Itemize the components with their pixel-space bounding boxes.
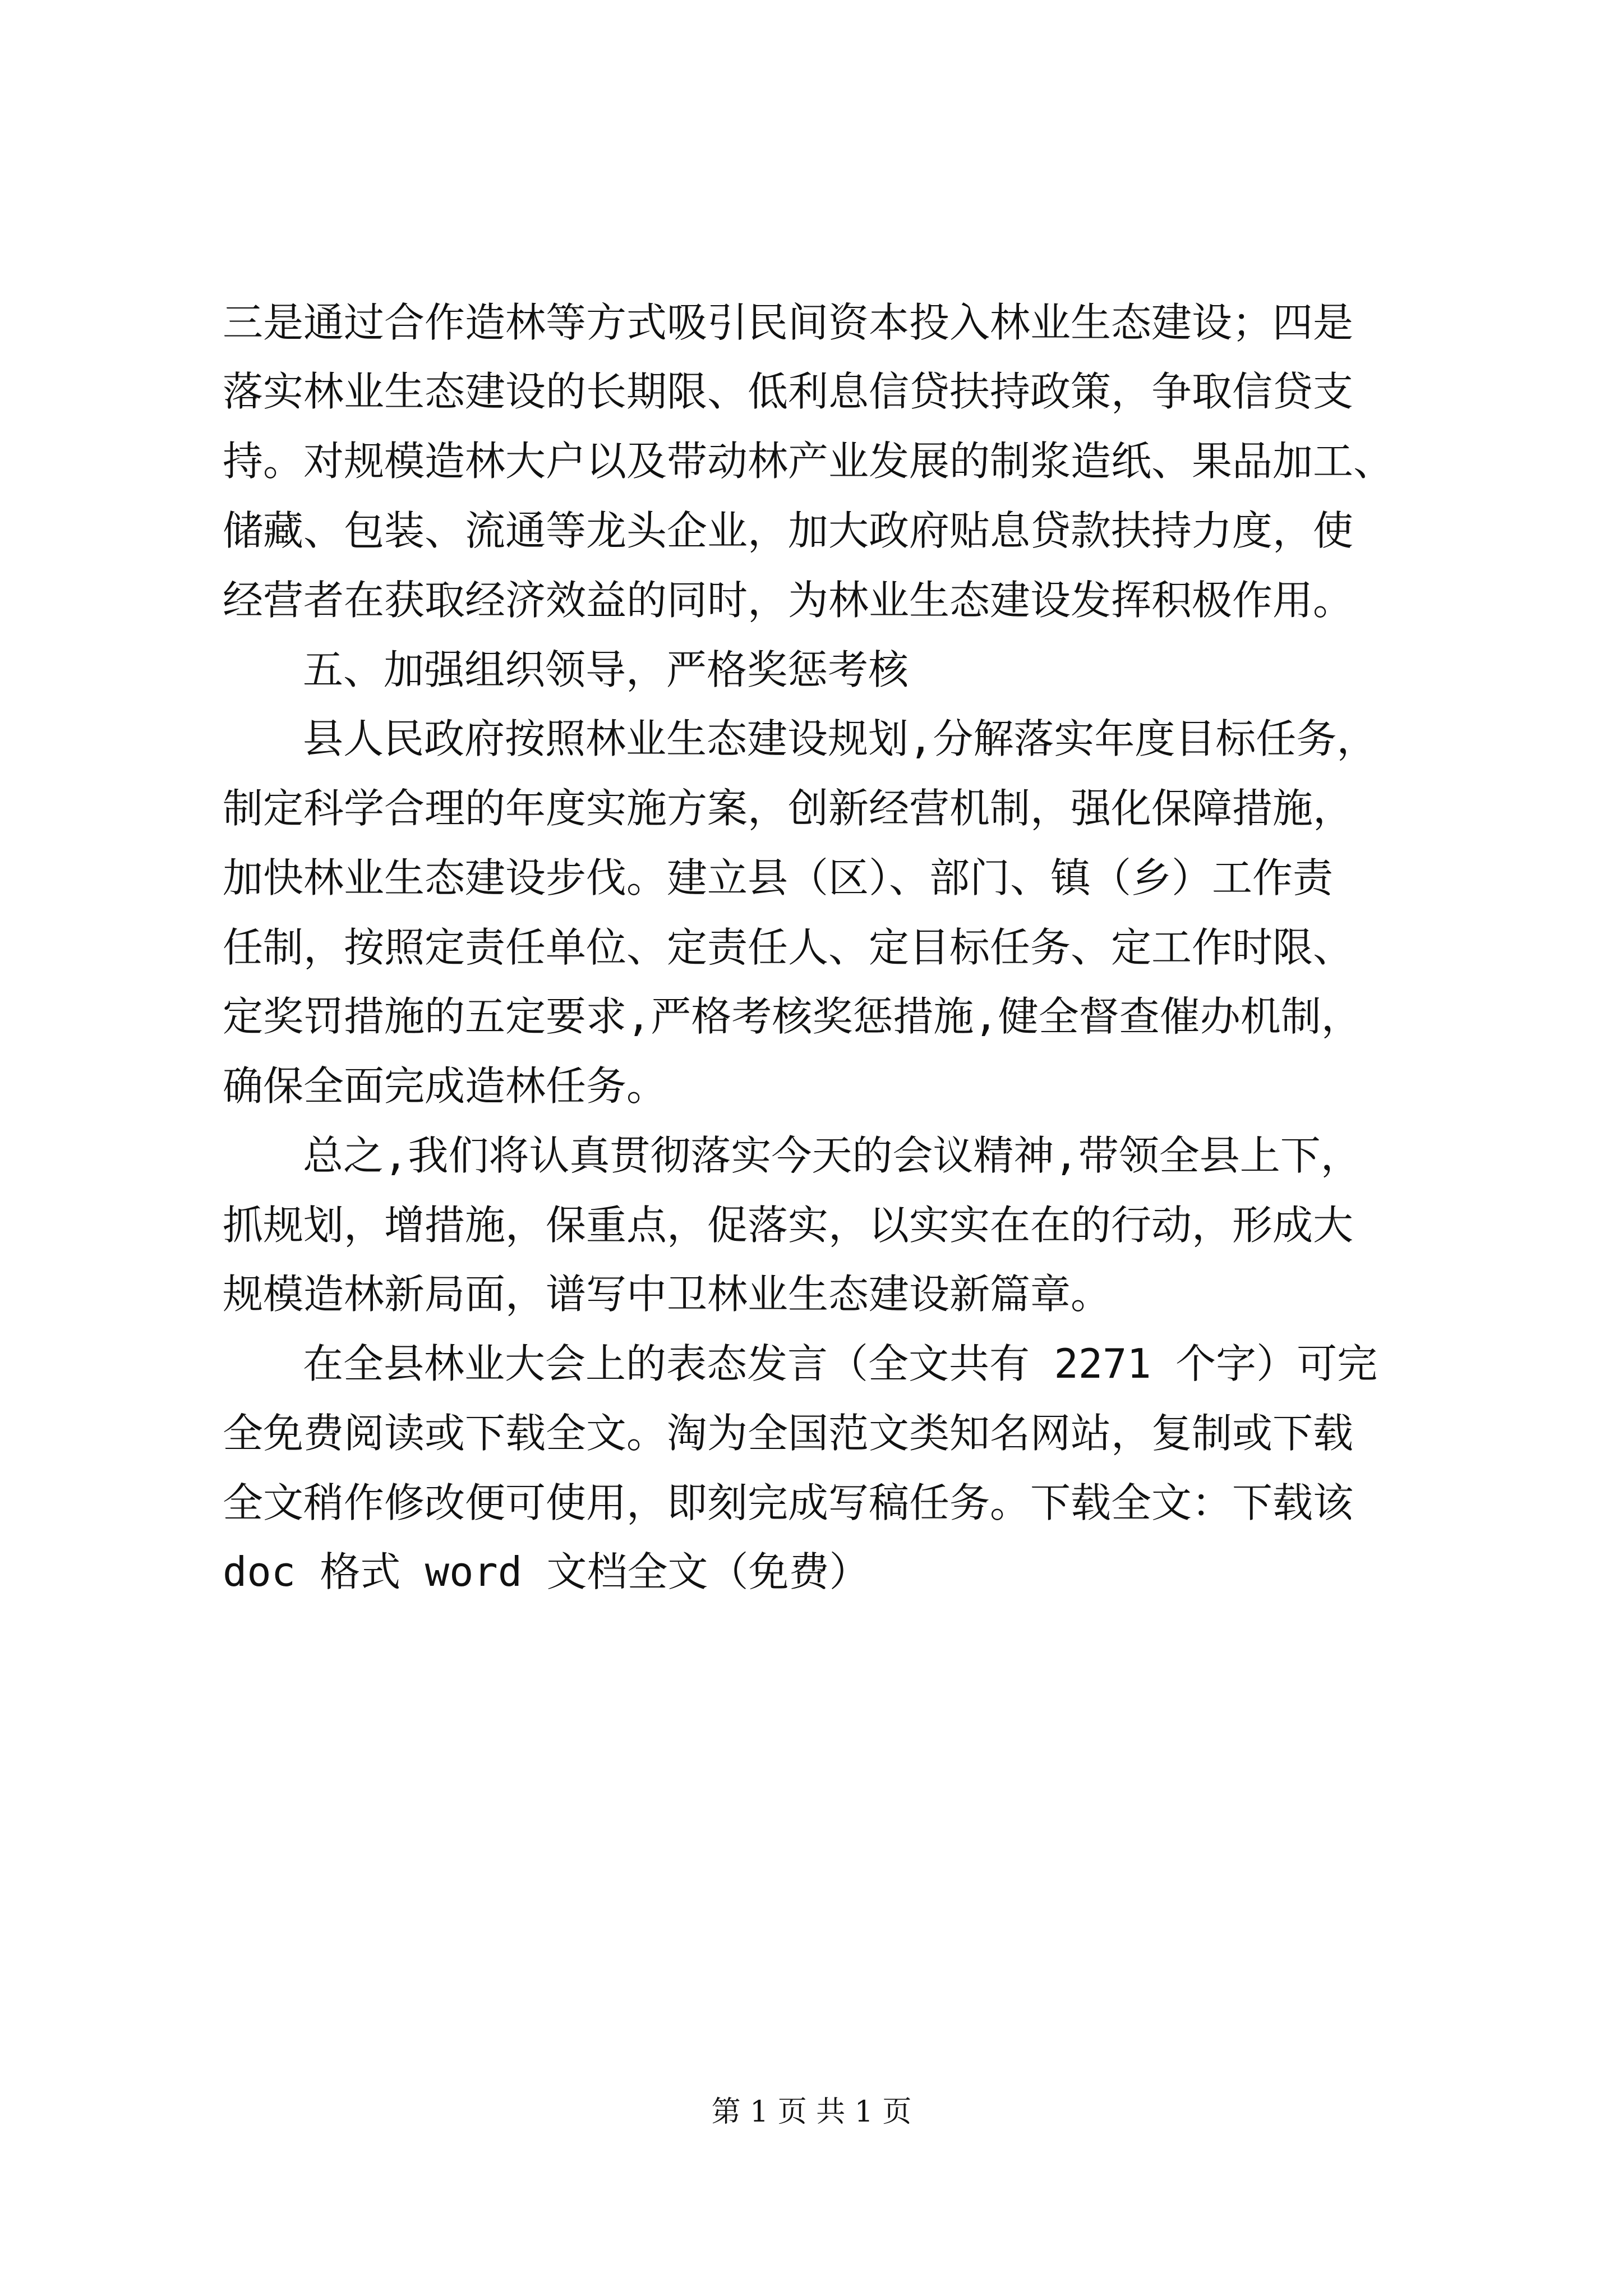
- paragraph-line: 制定科学合理的年度实施方案，创新经营机制，强化保障措施，: [223, 785, 1354, 832]
- paragraph-line: 规模造林新局面，谱写中卫林业生态建设新篇章。: [223, 1271, 1112, 1318]
- paragraph-line: 持。对规模造林大户以及带动林产业发展的制浆造纸、果品加工、: [223, 438, 1394, 485]
- paragraph-line: 全文稍作修改便可使用，即刻完成写稿任务。下载全文：下载该: [223, 1479, 1354, 1526]
- paragraph-line: 县人民政府按照林业生态建设规划,分解落实年度目标任务，: [303, 715, 1377, 762]
- paragraph-line: 抓规划，增措施，保重点，促落实，以实实在在的行动，形成大: [223, 1202, 1354, 1249]
- paragraph-line: 全免费阅读或下载全文。淘为全国范文类知名网站，复制或下载: [223, 1410, 1354, 1457]
- paragraph-line: 定奖罚措施的五定要求,严格考核奖惩措施,健全督查催办机制，: [223, 993, 1362, 1040]
- paragraph-line: doc 格式 word 文档全文（免费）: [223, 1548, 870, 1595]
- paragraph-line: 储藏、包装、流通等龙头企业，加大政府贴息贷款扶持力度，使: [223, 507, 1354, 554]
- paragraph-line: 总之,我们将认真贯彻落实今天的会议精神,带领全县上下，: [303, 1132, 1361, 1179]
- page-number-footer: 第 1 页 共 1 页: [711, 2095, 912, 2129]
- paragraph-line: 落实林业生态建设的长期限、低利息信贷扶持政策，争取信贷支: [223, 368, 1354, 415]
- paragraph-line: 三是通过合作造林等方式吸引民间资本投入林业生态建设；四是: [223, 299, 1354, 346]
- section-heading: 五、加强组织领导，严格奖惩考核: [303, 646, 909, 693]
- paragraph-line: 任制，按照定责任单位、定责任人、定目标任务、定工作时限、: [223, 924, 1354, 971]
- paragraph-line: 加快林业生态建设步伐。建立县（区）、部门、镇（乡）工作责: [223, 854, 1334, 901]
- paragraph-line: 确保全面完成造林任务。: [223, 1062, 667, 1110]
- paragraph-line: 经营者在获取经济效益的同时，为林业生态建设发挥积极作用。: [223, 577, 1354, 624]
- paragraph-line: 在全县林业大会上的表态发言（全文共有 2271 个字）可完: [303, 1340, 1378, 1387]
